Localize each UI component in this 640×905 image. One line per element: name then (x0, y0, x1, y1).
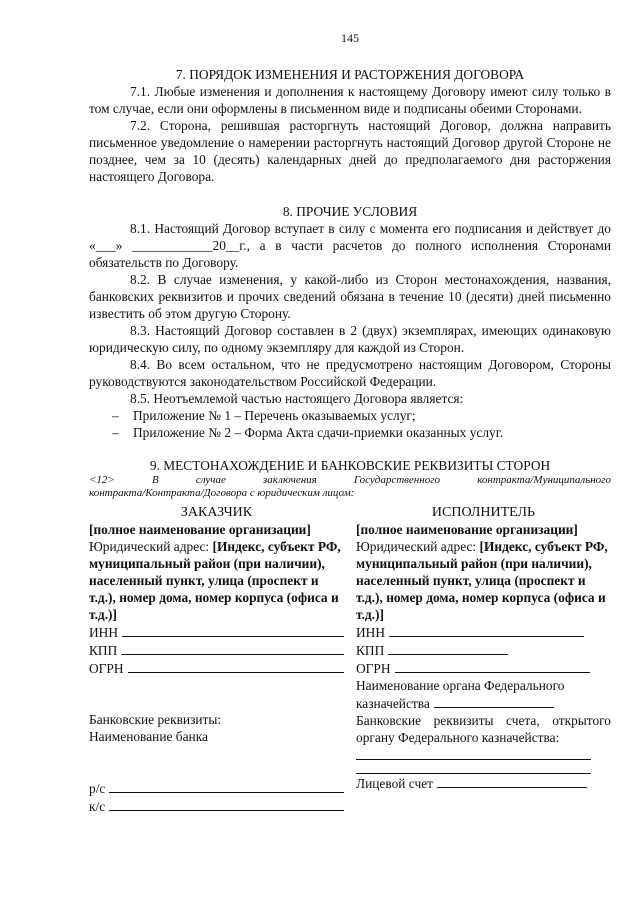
customer-inn-field[interactable]: ИНН (89, 623, 344, 641)
contractor-inn-field[interactable]: ИНН (356, 623, 611, 641)
clause-7-1: 7.1. Любые изменения и дополнения к настоящему Договору имеют силу только в том случае, если они оформлены в письменном виде и подписаны обеими Сторонами. (89, 84, 611, 116)
customer-ks-field[interactable]: к/с (89, 797, 344, 815)
section-8-title: 8. ПРОЧИЕ УСЛОВИЯ (282, 204, 418, 219)
contractor-kpp-field[interactable]: КПП (356, 641, 611, 659)
contractor-org-name: [полное наименование организации] (356, 522, 578, 537)
section-8 (89, 203, 611, 441)
clause-8-2: 8.2. В случае изменения, у какой-либо из Сторон местонахождения, названия, банковских реквизитов и прочих сведений обязана в течение 10 (десяти) дней письменно известить об этом другую Сторону. (89, 272, 611, 321)
section-7-title: 7. ПОРЯДОК ИЗМЕНЕНИЯ И РАСТОРЖЕНИЯ ДОГОВОРА (175, 67, 525, 82)
list-item: – Приложение № 1 – Перечень оказываемых услуг; (112, 408, 416, 423)
clause-8-4: 8.4. Во всем остальном, что не предусмотрено настоящим Договором, Стороны руководствуются законодательством Российской Федерации. (89, 357, 611, 389)
customer-org-name: [полное наименование организации] (89, 522, 311, 537)
dash-marker: – (112, 408, 119, 423)
customer-bank-details-label: Банковские реквизиты: (89, 712, 222, 727)
treasury-label: Наименование органа Федерального (356, 678, 565, 693)
contractor-ogrn-field[interactable]: ОГРН (356, 659, 611, 677)
customer-rs-field[interactable]: р/с (89, 779, 344, 797)
appendix-list (89, 407, 611, 441)
contractor-heading: ИСПОЛНИТЕЛЬ (431, 505, 536, 520)
contractor-column (356, 504, 611, 815)
section-7 (89, 66, 611, 185)
customer-heading: ЗАКАЗЧИК (180, 505, 253, 520)
dash-marker: – (112, 425, 119, 440)
clause-8-3: 8.3. Настоящий Договор составлен в 2 (двух) экземплярах, имеющих одинаковую юридическую силу, по одному экземпляру для каждой из Сторон. (89, 323, 611, 355)
footnote-note: <12> В случае заключения Государственного контракта/Муниципального контракта/Контракта/Договора с юридическим лицом: (89, 474, 611, 499)
customer-column (89, 504, 344, 815)
account-details-blank[interactable] (356, 746, 591, 760)
customer-bank-name-label: Наименование банка (89, 729, 208, 744)
clause-7-2: 7.2. Сторона, решившая расторгнуть настоящий Договор, должна направить письменное уведомление о намерении расторгнуть настоящий Договор другой Стороне не позднее, чем за 10 (десять) календарных дней до предполагаемого дня расторжения настоящего Договора. (89, 118, 611, 184)
document-page (89, 30, 611, 815)
page-number: 145 (341, 31, 359, 45)
treasury-field[interactable]: казначейства (356, 694, 611, 712)
customer-kpp-field[interactable]: КПП (89, 641, 344, 659)
customer-address: Юридический адрес: [Индекс, субъект РФ, муниципальный район (при наличии), населенный пункт, улица (проспект и т.д.), номер дома, номер корпуса (офиса и т.д.)] (89, 539, 341, 622)
account-details-blank[interactable] (356, 760, 591, 774)
section-9 (89, 457, 611, 815)
customer-ogrn-field[interactable]: ОГРН (89, 659, 344, 677)
clause-8-1: 8.1. Настоящий Договор вступает в силу с момента его подписания и действует до «___» ____________20__г., а в части расчетов до полного исполнения Сторонами обязательств по Договору. (89, 221, 611, 270)
parties-details (89, 504, 611, 815)
section-9-title: 9. МЕСТОНАХОЖДЕНИЕ И БАНКОВСКИЕ РЕКВИЗИТЫ СТОРОН (149, 458, 551, 473)
personal-account-field[interactable]: Лицевой счет (356, 774, 611, 792)
contractor-account-details-label: Банковские реквизиты счета, открытого органу Федерального казначейства: (356, 713, 611, 745)
clause-8-5: 8.5. Неотъемлемой частью настоящего Договора является: (130, 391, 464, 406)
list-item: – Приложение № 2 – Форма Акта сдачи-приемки оказанных услуг. (112, 425, 504, 440)
contractor-address: Юридический адрес: [Индекс, субъект РФ, муниципальный район (при наличии), населенный пункт, улица (проспект и т.д.), номер дома, номер корпуса (офиса и т.д.)] (356, 539, 608, 622)
